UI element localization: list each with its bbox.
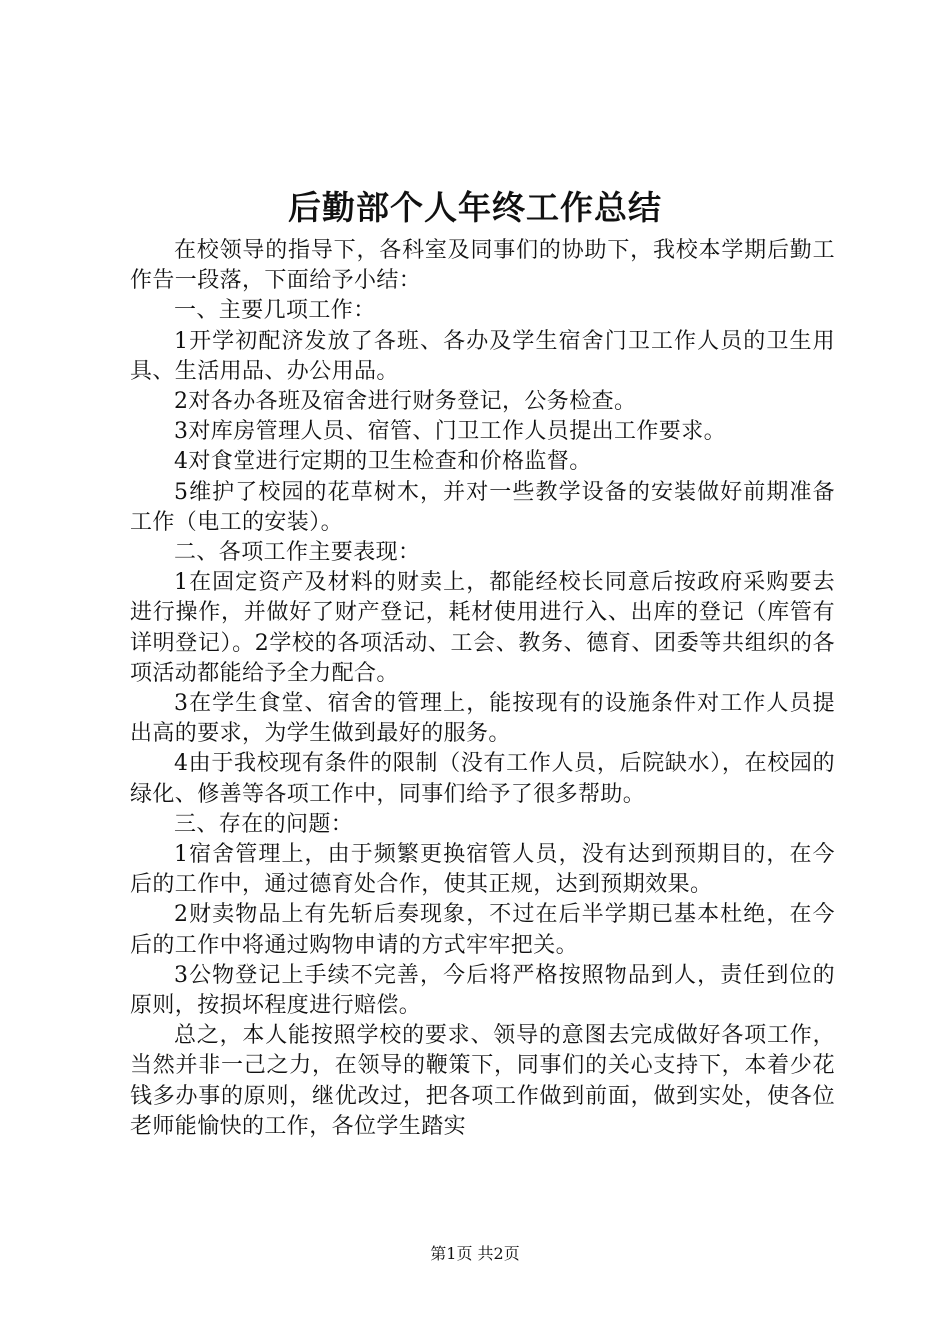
section-heading-main-work: 一、主要几项工作：: [174, 298, 376, 324]
paragraph-item: 2财卖物品上有先斩后奏现象，不过在后半学期已基本杜绝，在今后的工作中将通过购物申请的方式牢牢把关。: [130, 902, 835, 958]
paragraph-item: 3对库房管理人员、宿管、门卫工作人员提出工作要求。: [174, 419, 726, 445]
paragraph-item: 1宿舍管理上，由于频繁更换宿管人员，没有达到预期目的，在今后的工作中，通过德育处合作，使其正规，达到预期效果。: [130, 842, 835, 898]
section-heading-problems: 三、存在的问题：: [174, 811, 354, 837]
page-number-footer: 第1页 共2页: [430, 1244, 520, 1263]
document-body: [130, 236, 835, 1142]
paragraph-conclusion: 总之，本人能按照学校的要求、领导的意图去完成做好各项工作，当然并非一己之力，在领导的鞭策下，同事们的关心支持下，本着少花钱多办事的原则，继优改过，把各项工作做到前面，做到实处，使各位老师能愉快的工作，各位学生踏实: [130, 1023, 835, 1139]
paragraph-item: 3公物登记上手续不完善，今后将严格按照物品到人，责任到位的原则，按损坏程度进行赔偿。: [130, 962, 835, 1019]
paragraph-item: 5维护了校园的花草树木，并对一些教学设备的安装做好前期准备工作（电工的安装）。: [130, 479, 835, 535]
paragraph-item: 3在学生食堂、宿舍的管理上，能按现有的设施条件对工作人员提出高的要求，为学生做到最好的服务。: [130, 691, 835, 747]
paragraph-item: 4对食堂进行定期的卫生检查和价格监督。: [174, 449, 592, 475]
paragraph-item: 1开学初配济发放了各班、各办及学生宿舍门卫工作人员的卫生用具、生活用品、办公用品。: [130, 328, 835, 384]
paragraph-item: 2对各办各班及宿舍进行财务登记，公务检查。: [174, 389, 637, 415]
paragraph-item: 1在固定资产及材料的财卖上，都能经校长同意后按政府采购要去进行操作，并做好了财产登记，耗材使用进行入、出库的登记（库管有详明登记）。2学校的各项活动、工会、教务、德育、团委等共组织的各项活动都能给予全力配合。: [130, 570, 835, 686]
paragraph-item: 4由于我校现有条件的限制（没有工作人员，后院缺水），在校园的绿化、修善等各项工作中，同事们给予了很多帮助。: [130, 751, 835, 807]
page-title: 后勤部个人年终工作总结: [288, 188, 662, 227]
section-heading-performance: 二、各项工作主要表现：: [174, 540, 421, 566]
paragraph-intro: 在校领导的指导下，各科室及同事们的协助下，我校本学期后勤工作告一段落，下面给予小结：: [130, 238, 835, 294]
